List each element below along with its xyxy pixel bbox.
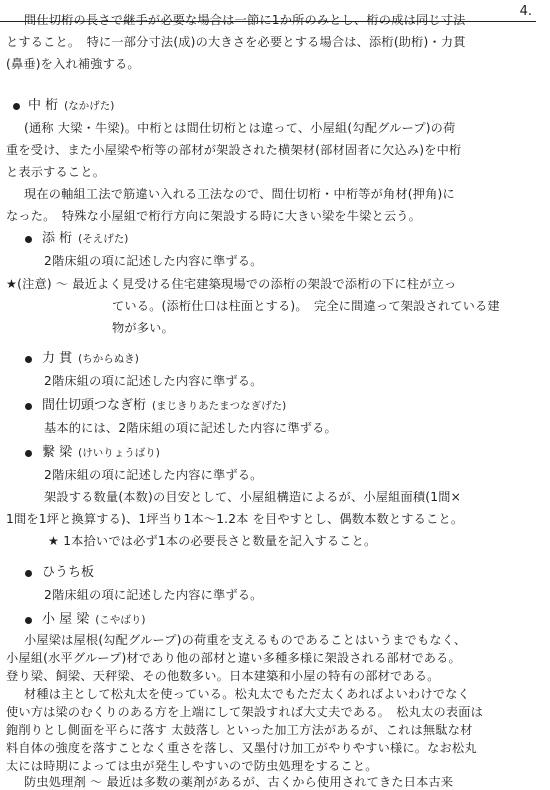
nakageta-line-4: 現在の軸組工法で筋違い入れる工法なので、間仕切桁・中桁等が角材(押角)に (24, 187, 455, 201)
section-heading-hiuchi: ひうち板 (42, 565, 95, 580)
page-number: 4. (519, 4, 532, 19)
section-heading-koyabari: 小 屋 梁 (こやばり) (42, 612, 146, 627)
bullet-dot (25, 570, 32, 577)
section-heading-magikiri: 間仕切頭つなぎ桁 (まじきりあたまつなぎげた) (42, 398, 287, 413)
soegeta-note-line-3: 物が多い。 (112, 321, 174, 335)
section-heading-keiryo: 繋 梁 (けいりょうばり) (42, 445, 160, 460)
bullet-dot (25, 356, 32, 363)
section-heading-chikaranuki: 力 貫 (ちからぬき) (42, 351, 139, 366)
intro-line-3: (鼻垂)を入れ補強する。 (6, 57, 140, 71)
koyabari-line-3: 登り梁、飼梁、天秤梁、その他数多い。日本建築和小屋の特有の部材である。 (6, 669, 440, 683)
keiryo-line-4: ★ 1本拾いでは必ず1本の必要長さと数量を記入すること。 (48, 534, 377, 548)
nakageta-line-3: と表示すること。 (6, 165, 106, 179)
hiuchi-line-1: 2階床組の項に記述した内容に準ずる。 (44, 588, 263, 602)
nakageta-line-2: 重を受け、また小屋梁や桁等の部材が架設された横架材(部材固者に欠込み)を中桁 (6, 143, 462, 157)
section-heading-soegeta: 添 桁 (そえげた) (42, 231, 129, 246)
bullet-dot (25, 450, 32, 457)
koyabari-line-7: 料自体の強度を落すことなく重さを落し、又墨付け加工がやりやすい様に。なお松丸 (6, 741, 477, 755)
keiryo-line-3: 1間を1坪と換算する)、1坪当り1本～1.2本 を目やすとし、偶数本数とすること。 (6, 512, 464, 526)
bullet-dot (25, 236, 32, 243)
koyabari-line-6: 鉋削りとし側面を平らに落す 太鼓落し といった加工方法があるが、これは無駄な材 (6, 723, 473, 737)
bullet-dot (25, 403, 32, 410)
koyabari-line-1: 小屋梁は屋根(勾配グループ)の荷重を支えるものであることはいうまでもなく、 (24, 633, 467, 647)
soegeta-line-1: 2階床組の項に記述した内容に準ずる。 (44, 254, 263, 268)
koyabari-line-4: 材種は主として松丸太を使っている。松丸太でもただ太くあればよいわけでなく (24, 687, 470, 701)
section-heading-nakageta: 中 桁 (なかげた) (28, 98, 115, 113)
magikiri-line-1: 基本的には、2階床組の項に記述した内容に準ずる。 (44, 421, 337, 435)
bullet-dot (25, 617, 32, 624)
keiryo-line-1: 2階床組の項に記述した内容に準ずる。 (44, 468, 263, 482)
bullet-dot (13, 103, 20, 110)
koyabari-line-9: 防虫処理剤 ～ 最近は多数の薬剤があるが、古くから使用されてきた日本古来 (24, 775, 454, 789)
intro-line-1: 間仕切桁の長さで継手が必要な場合は一節に1か所のみとし、桁の成は同じ寸法 (24, 13, 466, 27)
koyabari-line-5: 使い方は梁のむくりのある方を上端にして架設すれば大丈夫である。 松丸太の表面は (6, 705, 484, 719)
intro-line-2: とすること。 特に一部分寸法(成)の大きさを必要とする場合は、添桁(助桁)・力貫 (6, 35, 466, 49)
keiryo-line-2: 架設する数量(本数)の目安として、小屋組構造によるが、小屋組面積(1間× (44, 490, 461, 504)
nakageta-line-5: なった。 特殊な小屋組で桁行方向に架設する時に大きい梁を牛梁と云う。 (6, 209, 422, 223)
nakageta-line-1: (通称 大梁・牛梁)。中桁とは間仕切桁とは違って、小屋組(勾配グループ)の荷 (24, 121, 456, 135)
chikaranuki-line-1: 2階床組の項に記述した内容に準ずる。 (44, 374, 263, 388)
soegeta-note-line-1: ★(注意) ～ 最近よく見受ける住宅建築現場での添桁の架設で添桁の下に柱が立っ (6, 277, 457, 291)
koyabari-line-8: 太には時期によっては虫が発生しやすいので防虫処理をすること。 (6, 759, 378, 773)
soegeta-note-line-2: ている。(添桁仕口は柱面とする)。 完全に間違って架設されている建 (112, 299, 500, 313)
koyabari-line-2: 小屋組(水平グループ)材であり他の部材と違い多種多様に架設される部材である。 (6, 651, 461, 665)
